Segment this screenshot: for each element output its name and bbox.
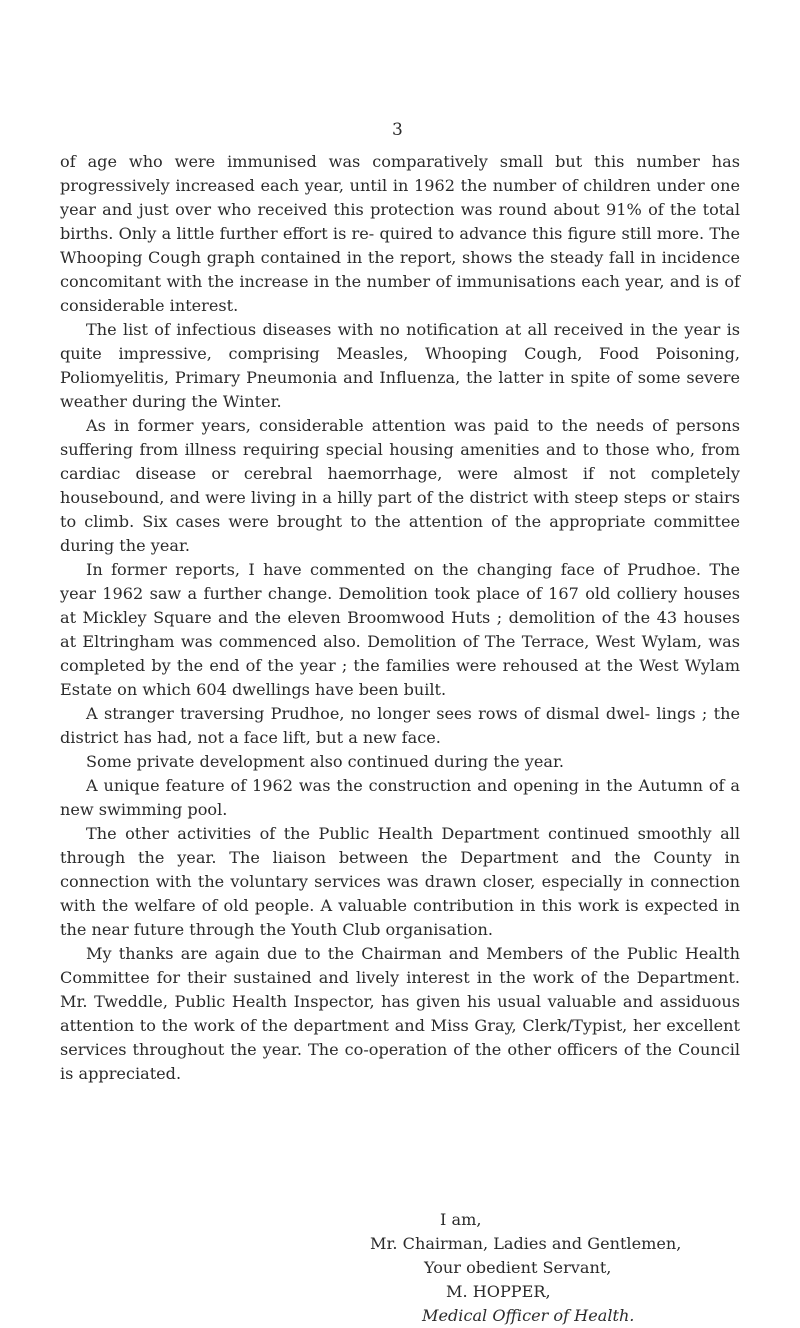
paragraph-stranger: A stranger traversing Prudhoe, no longer sees rows of dismal dwel- lings ; the district has had, not a face lift, but a new face. bbox=[60, 704, 740, 747]
paragraph-infectious-diseases: The list of infectious diseases with no notification at all received in the year is quite impressive, comprising Measles, Whooping Cough, Food Poisoning, Poliomyelitis, Primary Pneumonia and Influenza, the latter in spite of some severe weather during the Winter. bbox=[60, 320, 740, 411]
closing-salutation: Mr. Chairman, Ladies and Gentlemen, bbox=[370, 1234, 682, 1253]
letter-body bbox=[60, 150, 740, 1086]
closing-obedient-servant: Your obedient Servant, bbox=[424, 1258, 612, 1277]
paragraph-housing-amenities: As in former years, considerable attention was paid to the needs of persons suffering from illness requiring special housing amenities and to those who, from cardiac disease or cerebral haemorrhage, were almost if not completely housebound, and were living in a hilly part of the district with steep steps or stairs to climb. Six cases were brought to the attention of the appropriate committee during the year. bbox=[60, 416, 740, 555]
paragraph-demolition: In former reports, I have commented on the changing face of Prudhoe. The year 1962 saw a further change. Demolition took place of 167 old colliery houses at Mickley Square and the eleven Broomwood Huts ; demolition of the 43 houses at Eltringham was commenced also. Demolition of The Terrace, West Wylam, was completed by the end of the year ; the families were rehoused at the West Wylam Estate on which 604 dwellings have been built. bbox=[60, 560, 740, 699]
closing-signatory-name: M. HOPPER, bbox=[446, 1282, 551, 1301]
closing-i-am: I am, bbox=[440, 1210, 482, 1229]
closing-signatory-title: Medical Officer of Health. bbox=[422, 1306, 635, 1325]
paragraph-other-activities: The other activities of the Public Health Department continued smoothly all through the year. The liaison between the Department and the County in connection with the voluntary services was drawn closer, especially in connection with the welfare of old people. A valuable contribution in this work is expected in the near future through the Youth Club organisation. bbox=[60, 824, 740, 939]
paragraph-swimming-pool: A unique feature of 1962 was the construction and opening in the Autumn of a new swimming pool. bbox=[60, 776, 740, 819]
paragraph-thanks: My thanks are again due to the Chairman and Members of the Public Health Committee for their sustained and lively interest in the work of the Department. Mr. Tweddle, Public Health Inspector, has given his usual valuable and assiduous attention to the work of the department and Miss Gray, Clerk/Typist, her excellent services throughout the year. The co-operation of the other officers of the Council is appreciated. bbox=[60, 944, 740, 1083]
paragraph-private-development: Some private development also continued during the year. bbox=[86, 752, 565, 771]
page-number: 3 bbox=[392, 120, 403, 140]
paragraph-immunisation: of age who were immunised was comparatively small but this number has progressively increased each year, until in 1962 the number of children under one year and just over who received this protection was round about 91% of the total births. Only a little further effort is re- quired to advance this figure still more. The Whooping Cough graph contained in the report, shows the steady fall in incidence concomitant with the increase in the number of immunisations each year, and is of considerable interest. bbox=[60, 152, 740, 315]
